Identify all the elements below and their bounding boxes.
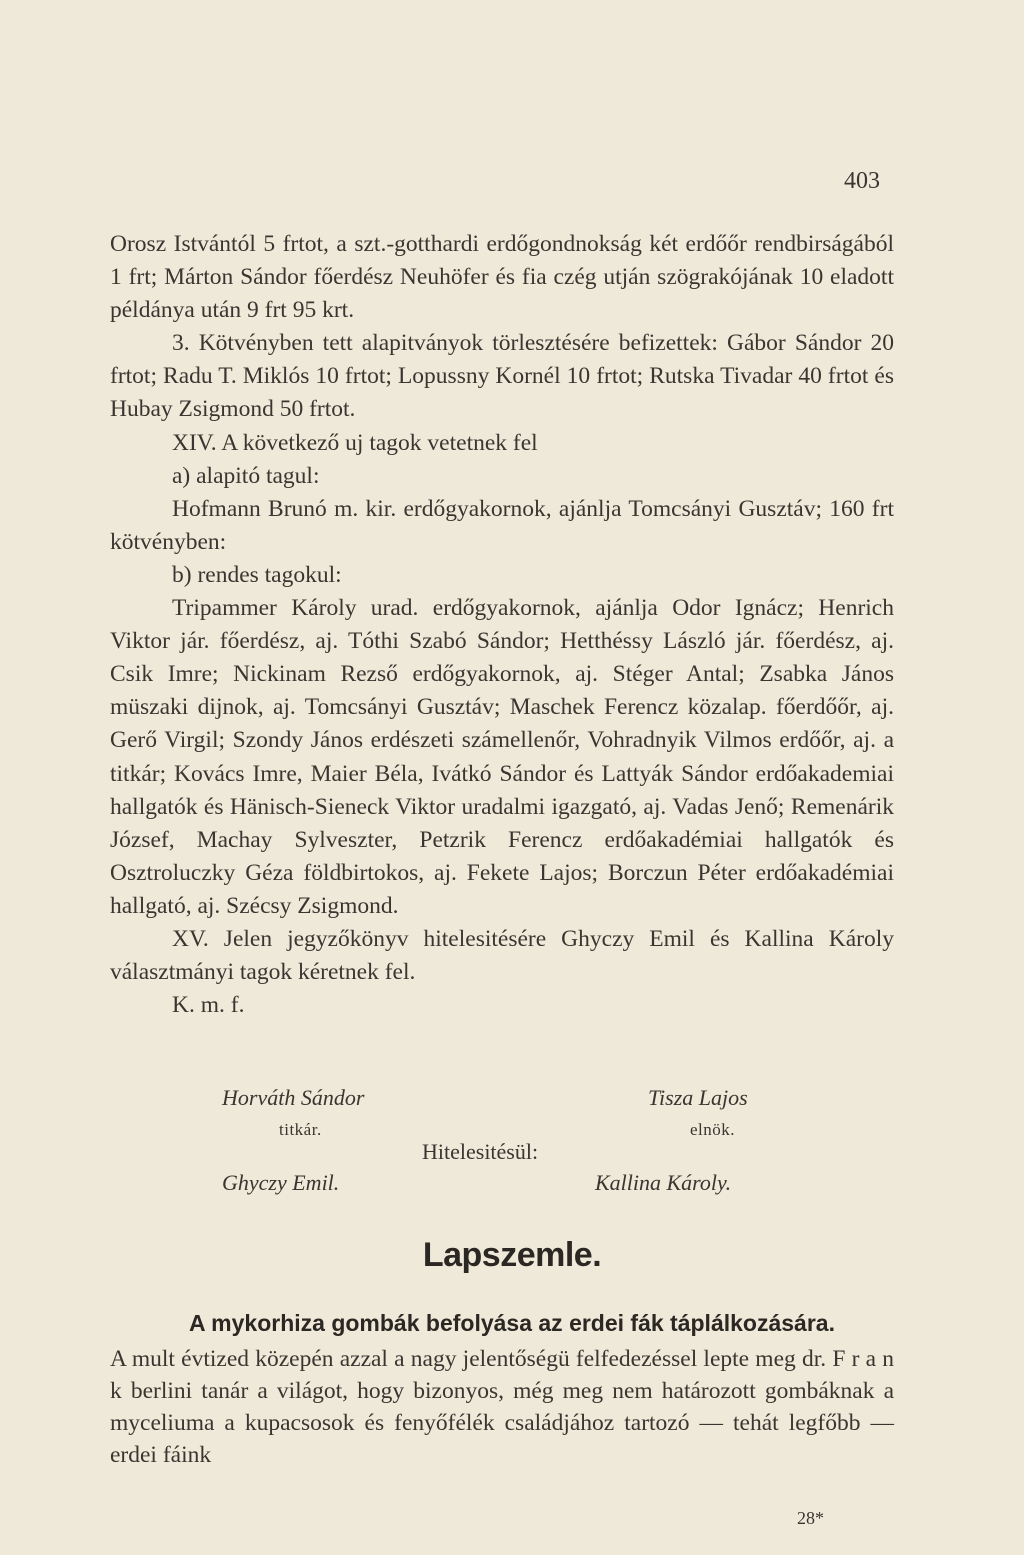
signature-president: Tisza Lajos <box>648 1085 748 1110</box>
page-number: 403 <box>844 168 880 194</box>
role-president: elnök. <box>690 1120 736 1139</box>
article-paragraph: A mult évtized közepén azzal a nagy jelentőségü felfedezéssel lepte meg dr. F r a n k berlini tanár a világot, hogy bizonyos, még meg nem határozott gombáknak a myceliuma a kupacsosok és fenyőfélék családjához tartozó — tehát legfőbb — erdei fáink <box>110 1346 894 1468</box>
section-title: Lapszemle. <box>422 1236 602 1274</box>
certified-label: Hitelesitésül: <box>422 1139 539 1164</box>
article-title: A mykorhiza gombák befolyása az erdei fák táplálkozására. <box>189 1310 835 1336</box>
signature-certifier-1: Ghyczy Emil. <box>222 1170 340 1195</box>
article-body <box>110 1343 894 1471</box>
signature-certifier-2: Kallina Károly. <box>595 1170 732 1195</box>
role-secretary: titkár. <box>279 1120 322 1139</box>
paragraph-donations: Orosz Istvántól 5 frtot, a szt.-gotthardi erdőgondnokság két erdőőr rendbirságából 1 frt; Márton Sándor főerdész Neuhöfer és fia czég utján szögrakójának 10 eladott példánya után 9 frt 95 krt. <box>110 231 894 324</box>
paragraph-regular-members: Tripammer Károly urad. erdőgyakornok, ajánlja Odor Ignácz; Henrich Viktor jár. főerdész, aj. Tóthi Szabó Sándor; Hetthéssy László jár. főerdész, aj. Csik Imre; Nickinam Rezső erdőgyakornok, aj. Stéger Antal; Zsabka János müszaki dijnok, aj. Tomcsányi Gusztáv; Maschek Ferencz közalap. főerdőőr, aj. Gerő Virgil; Szondy János erdészeti számellenőr, Vohradnyik Vilmos erdőőr, aj. a titkár; Kovács Imre, Maier Béla, Ivátkó Sándor és Lattyák Sándor erdőakademiai hallgatók és Hänisch-Sieneck Viktor uradalmi igazgató, aj. Vadas Jenő; Remenárik József, Machay Sylveszter, Petzrik Ferencz erdőakadémiai hallgatók és Osztroluczky Géza földbirtokos, aj. Fekete Lajos; Borczun Péter erdőakadémiai hallgató, aj. Szécsy Zsigmond. <box>110 595 894 919</box>
paragraph-regular-heading: b) rendes tagokul: <box>172 561 342 588</box>
paragraph-xiv: XIV. A következő uj tagok vetetnek fel <box>172 429 538 456</box>
paragraph-xv: XV. Jelen jegyzőkönyv hitelesitésére Ghyczy Emil és Kallina Károly választmányi tagok kéretnek fel. <box>110 925 894 986</box>
signature-secretary: Horváth Sándor <box>222 1085 365 1110</box>
paragraph-endowments: 3. Kötvényben tett alapitványok törlesztésére befizettek: Gábor Sándor 20 frtot; Radu T. Miklós 10 frtot; Lopussny Kornél 10 frtot; Rutska Tivadar 40 frtot és Hubay Zsigmond 50 frtot. <box>110 330 894 423</box>
paragraph-founding-member: Hofmann Brunó m. kir. erdőgyakornok, ajánlja Tomcsányi Gusztáv; 160 frt kötvényben: <box>110 495 894 555</box>
paragraph-kmf: K. m. f. <box>172 992 245 1019</box>
minutes-text <box>110 228 894 1022</box>
paragraph-founding-heading: a) alapitó tagul: <box>172 462 320 489</box>
signature-mark: 28* <box>797 1508 824 1528</box>
